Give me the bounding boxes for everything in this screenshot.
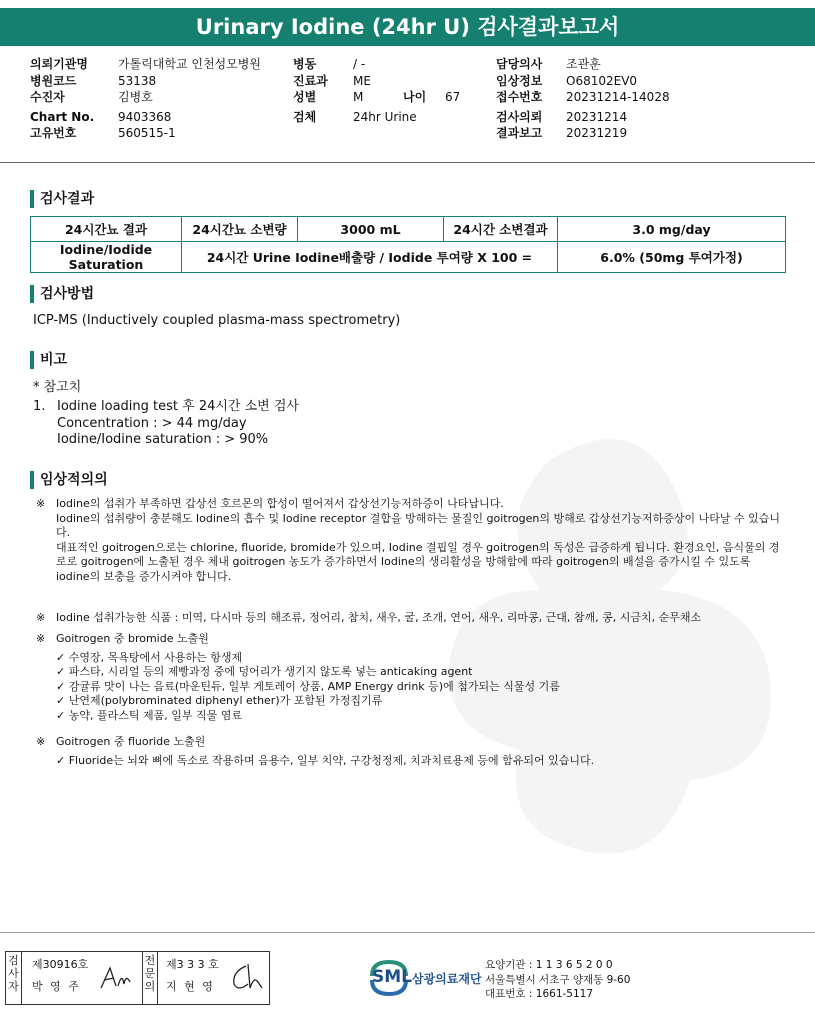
info-column-1 — [30, 56, 261, 142]
label: 성별 — [293, 90, 317, 104]
label: 검사의뢰 — [496, 109, 543, 124]
table-cell: 24시간뇨 결과 — [31, 217, 182, 242]
fluoride-note — [36, 735, 594, 768]
signature-box — [5, 951, 270, 1005]
paragraph-text: Iodine의 섭취가 부족하면 갑상선 호르몬의 합성이 떨어져서 갑상선기능저하증이 나타납니다. — [56, 497, 504, 510]
section-result-title: 검사결과 — [30, 190, 94, 208]
note-mark: ※ — [36, 735, 46, 748]
info-column-3 — [496, 56, 670, 142]
label: 임상정보 — [496, 73, 543, 88]
bromide-title: Goitrogen 중 bromide 노출원 — [56, 632, 209, 645]
divider — [0, 162, 815, 163]
value: 김병호 — [118, 90, 153, 104]
table-cell: 24시간 Urine Iodine배출량 / Iodide 투여량 X 100 = — [182, 242, 558, 273]
table-cell: 3000 mL — [298, 217, 444, 242]
label: 수진자 — [30, 90, 65, 104]
list-item: Concentration : > 44 mg/day — [57, 415, 247, 431]
label: 담당의사 — [496, 57, 543, 71]
approver-number: 제3 3 3 호 — [166, 958, 219, 971]
method-text: ICP-MS (Inductively coupled plasma-mass spectrometry) — [33, 313, 401, 328]
label: 고유번호 — [30, 126, 77, 140]
value: 가톨릭대학교 인천성모병원 — [118, 57, 261, 71]
report-title: Urinary Iodine (24hr U) 검사결과보고서 — [0, 8, 815, 46]
table-row — [31, 217, 786, 242]
label: 진료과 — [293, 73, 328, 88]
approver-name: 지 현 영 — [166, 980, 215, 993]
list-item: Iodine/Iodine saturation : > 90% — [57, 432, 269, 447]
paragraph-text: 대표적인 goitrogen으로는 chlorine, fluoride, bromide가 있으며, Iodine 결핍일 경우 goitrogen의 독성은 급증하게 됩니다. 환경요인, 음식물의 경로로 goitrogen에 노출된 경우 체내 goitrogen 농도가 증가하면서 Iodine의 생리활성을 방해함에 따라 goitrogen의 배설을 증가시킬 수 있도록 iodine의 보충을 증가시켜야 합니다. — [56, 540, 780, 583]
clinical-paragraph — [36, 497, 784, 584]
label: 검체 — [293, 109, 317, 124]
tester-number: 제30916호 — [32, 958, 89, 971]
list-number: 1. — [33, 399, 46, 414]
lab-logo — [368, 958, 482, 1002]
reference-label: * 참고치 — [33, 380, 82, 395]
value: / - — [353, 57, 366, 71]
label: 병원코드 — [30, 73, 77, 88]
foods-text: Iodine 섭취가능한 식품 : 미역, 다시마 등의 해조류, 정어리, 참치, 새우, 굴, 조개, 연어, 새우, 리마콩, 근대, 참깨, 콩, 시금치, 순무채소 — [56, 611, 702, 624]
value: 9403368 — [118, 109, 172, 124]
value: 53138 — [118, 73, 157, 88]
value: M — [353, 90, 364, 104]
result-table — [30, 216, 786, 273]
note-mark: ※ — [36, 497, 46, 510]
table-cell: 6.0% (50mg 투여가정) — [558, 242, 786, 273]
lab-address-block — [485, 958, 630, 1002]
value: O68102EV0 — [566, 73, 638, 88]
list-item: ✓ 파스타, 시리얼 등의 제빵과정 중에 덩어리가 생기지 않도록 넣는 anticaking agent — [56, 665, 473, 678]
table-cell: 24시간뇨 소변량 — [182, 217, 298, 242]
fluoride-title: Goitrogen 중 fluoride 노출원 — [56, 735, 206, 748]
label: 접수번호 — [496, 90, 543, 104]
value: 20231214-14028 — [566, 90, 670, 104]
list-item: ✓ 수영장, 목욕탕에서 사용하는 항생제 — [56, 650, 243, 664]
lab-code: 요양기관 : 1 1 3 6 5 2 0 0 — [485, 959, 613, 971]
list-item: ✓ 난연제(polybrominated diphenyl ether)가 포함된 가정집기류 — [56, 694, 383, 707]
value: 20231219 — [566, 126, 628, 140]
foods-note — [36, 611, 701, 626]
list-item: ✓ 농약, 플라스틱 제품, 일부 직물 염료 — [56, 708, 242, 722]
list-item: Iodine loading test 후 24시간 소변 검사 — [57, 399, 299, 414]
list-item: ✓ 감귤류 맛이 나는 음료(마운틴듀, 일부 게토레이 상품, AMP Energy drink 등)에 첨가되는 식물성 기름 — [56, 679, 560, 693]
table-row — [31, 242, 786, 273]
table-cell: Iodine/Iodide Saturation — [31, 242, 182, 273]
value: 560515-1 — [118, 126, 176, 140]
label: 의뢰기관명 — [30, 57, 88, 71]
approver-signature — [228, 962, 266, 994]
bromide-note — [36, 632, 560, 723]
value: 24hr Urine — [353, 109, 417, 124]
value: 20231214 — [566, 109, 628, 124]
age-label: 나이 — [403, 90, 427, 104]
label: 결과보고 — [496, 126, 543, 140]
footer-divider — [0, 932, 815, 933]
lab-address: 서울특별시 서초구 양재동 9-60 — [485, 973, 631, 986]
section-clinical-title: 임상적의의 — [30, 471, 108, 489]
value: ME — [353, 73, 371, 88]
table-cell: 24시간 소변결과 — [444, 217, 558, 242]
note-mark: ※ — [36, 632, 46, 645]
lab-name: 삼광의료재단 — [412, 972, 482, 986]
section-remark-title: 비고 — [30, 351, 67, 369]
paragraph-text: Iodine의 섭취량이 충분해도 Iodine의 흡수 및 Iodine receptor 결합을 방해하는 물질인 goitrogen의 방해로 갑상선기능저하증상이 나타날 수 있습니다. — [56, 511, 780, 539]
age-value: 67 — [445, 90, 461, 104]
tester-name: 박 영 주 — [32, 980, 81, 993]
list-item: ✓ Fluoride는 뇌와 뼈에 독소로 작용하며 음용수, 일부 치약, 구강청정제, 치과치료용제 등에 함유되어 있습니다. — [56, 753, 595, 767]
logo-text: SML — [372, 967, 412, 987]
note-mark: ※ — [36, 611, 46, 624]
value: 조관훈 — [566, 57, 601, 71]
label: 병동 — [293, 57, 317, 71]
table-cell: 3.0 mg/day — [558, 217, 786, 242]
tester-signature — [98, 964, 134, 992]
info-column-2 — [293, 56, 460, 125]
tester-label: 검 사 자 — [6, 952, 22, 1004]
reference-list — [33, 399, 299, 449]
approver-label: 전 문 의 — [142, 952, 158, 1004]
section-method-title: 검사방법 — [30, 285, 94, 303]
lab-phone: 대표번호 : 1661-5117 — [485, 988, 594, 1000]
label: Chart No. — [30, 109, 95, 124]
